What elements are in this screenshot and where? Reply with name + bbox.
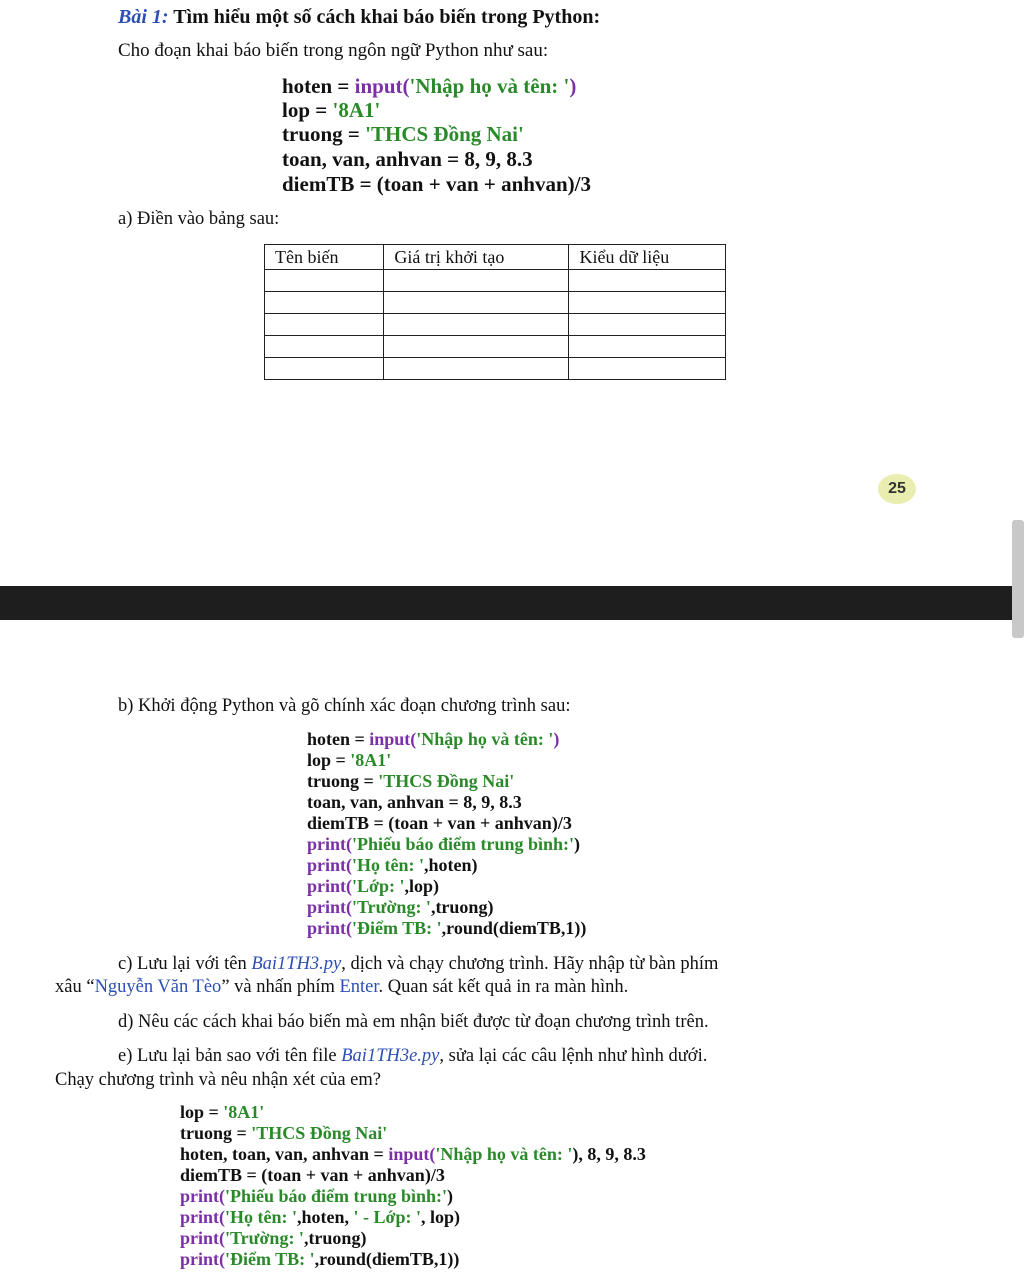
- code-line: print('Họ tên: ',hoten, ' - Lớp: ', lop): [180, 1207, 461, 1227]
- code-line: print('Điểm TB: ',round(diemTB,1)): [307, 918, 587, 938]
- filename: Bai1TH3.py: [251, 954, 342, 974]
- section-c-line-2: xâu “Nguyễn Văn Tèo” và nhấn phím Enter. Quan sát kết quả in ra màn hình.: [55, 977, 629, 997]
- code-line: toan, van, anhvan = 8, 9, 8.3: [307, 792, 522, 812]
- page-separator: [0, 586, 1024, 620]
- document-page-1: [0, 0, 1012, 586]
- code-line: print('Điểm TB: ',round(diemTB,1)): [180, 1249, 460, 1269]
- section-a-text: a) Điền vào bảng sau:: [118, 209, 280, 229]
- code-line: hoten = input('Nhập họ và tên: '): [282, 74, 577, 98]
- scrollbar-thumb[interactable]: [1012, 520, 1024, 638]
- table-header-cell: Kiểu dữ liệu: [569, 245, 726, 270]
- code-line: diemTB = (toan + van + anhvan)/3: [180, 1165, 445, 1185]
- code-line: truong = 'THCS Đồng Nai': [307, 771, 515, 791]
- code-line: print('Họ tên: ',hoten): [307, 855, 478, 875]
- table-row: [265, 270, 726, 292]
- code-line: truong = 'THCS Đồng Nai': [282, 122, 524, 146]
- code-line: diemTB = (toan + van + anhvan)/3: [282, 172, 591, 196]
- exercise-number: Bài 1:: [118, 6, 169, 28]
- section-c-line-1: c) Lưu lại với tên Bai1TH3.py, dịch và chạy chương trình. Hãy nhập từ bàn phím: [118, 954, 719, 974]
- exercise-title-text: Tìm hiểu một số cách khai báo biến trong Python:: [168, 6, 601, 28]
- code-line: print('Trường: ',truong): [180, 1228, 367, 1248]
- code-line: diemTB = (toan + van + anhvan)/3: [307, 813, 572, 833]
- table-row: [265, 358, 726, 380]
- code-line: print('Trường: ',truong): [307, 897, 494, 917]
- document-page-2: [0, 620, 1012, 1280]
- variable-table: [264, 244, 726, 380]
- section-d-text: d) Nêu các cách khai báo biến mà em nhận biết được từ đoạn chương trình trên.: [118, 1012, 709, 1032]
- filename: Bai1TH3e.py: [341, 1046, 440, 1066]
- code-line: lop = '8A1': [282, 98, 381, 122]
- code-line: toan, van, anhvan = 8, 9, 8.3: [282, 147, 533, 171]
- code-line: lop = '8A1': [180, 1102, 265, 1122]
- code-line: print('Phiếu báo điểm trung bình:'): [307, 834, 581, 854]
- code-line: hoten, toan, van, anhvan = input('Nhập họ và tên: '), 8, 9, 8.3: [180, 1144, 646, 1164]
- table-row: [265, 292, 726, 314]
- code-line: hoten = input('Nhập họ và tên: '): [307, 729, 560, 749]
- table-header-cell: Giá trị khởi tạo: [384, 245, 569, 270]
- code-line: print('Lớp: ',lop): [307, 876, 439, 896]
- code-line: print('Phiếu báo điểm trung bình:'): [180, 1186, 454, 1206]
- exercise-title: [118, 6, 600, 29]
- code-line: lop = '8A1': [307, 750, 392, 770]
- table-row: [265, 336, 726, 358]
- section-e-line-2: Chạy chương trình và nêu nhận xét của em?: [55, 1070, 381, 1090]
- code-line: truong = 'THCS Đồng Nai': [180, 1123, 388, 1143]
- table-row: [265, 314, 726, 336]
- page-number-badge: 25: [878, 474, 916, 504]
- section-b-text: b) Khởi động Python và gõ chính xác đoạn chương trình sau:: [118, 696, 571, 716]
- intro-text: Cho đoạn khai báo biến trong ngôn ngữ Python như sau:: [118, 40, 549, 61]
- section-e-line-1: e) Lưu lại bản sao với tên file Bai1TH3e.py, sửa lại các câu lệnh như hình dưới.: [118, 1046, 708, 1066]
- table-header-cell: Tên biến: [265, 245, 384, 270]
- table-header-row: [265, 245, 726, 270]
